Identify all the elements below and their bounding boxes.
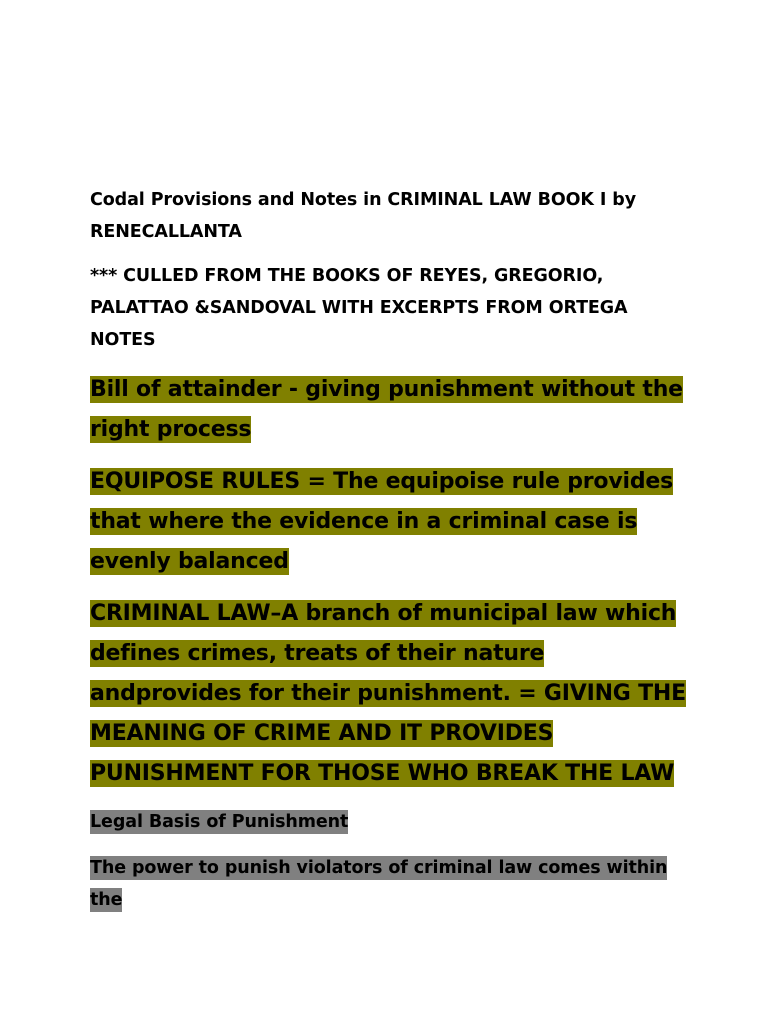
highlight-text: CRIMINAL LAW–A branch of municipal law which defines crimes, treats of their nature andprovides for their punishment. = GIVING THE MEANING OF CRIME AND IT PROVIDES PUNISHMENT FOR THOSE WHO BREAK THE LAW [90, 601, 686, 786]
document-title: Codal Provisions and Notes in CRIMINAL LAW BOOK I by RENECALLANTA [90, 190, 637, 242]
section-heading [90, 806, 690, 838]
section-paragraph-text: The power to punish violators of criminal law comes within the [90, 858, 668, 910]
highlight-equipoise-rule [90, 462, 690, 582]
section-heading-text: Legal Basis of Punishment [90, 812, 349, 832]
section-paragraph [90, 852, 690, 916]
highlight-text: Bill of attainder - giving punishment without the right process [90, 377, 683, 442]
document-subtitle: *** CULLED FROM THE BOOKS OF REYES, GREGORIO, PALATTAO &SANDOVAL WITH EXCERPTS FROM ORTEGA NOTES [90, 266, 628, 350]
document-page [90, 184, 690, 930]
highlight-criminal-law-definition [90, 594, 690, 794]
highlight-bill-of-attainder [90, 370, 690, 450]
highlight-text: EQUIPOSE RULES = The equipoise rule provides that where the evidence in a criminal case is evenly balanced [90, 469, 673, 574]
